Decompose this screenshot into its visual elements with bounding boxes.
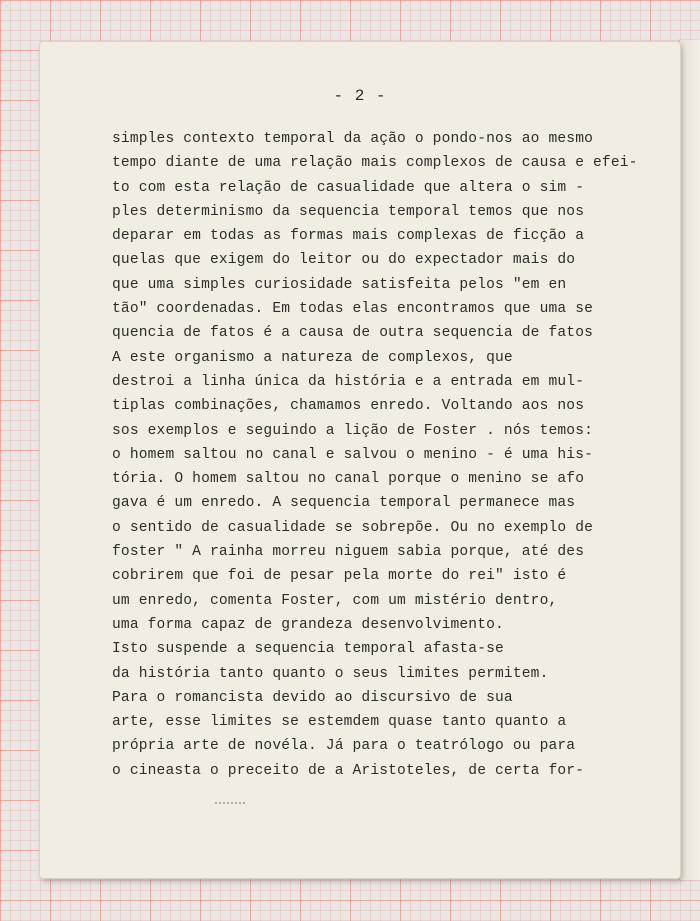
text-line: o cineasta o preceito de a Aristoteles, de certa for- (112, 762, 585, 779)
text-line: tiplas combinações, chamamos enredo. Voltando aos nos (112, 398, 585, 415)
text-line: Para o romancista devido ao discursivo de sua (112, 689, 513, 706)
text-line: arte, esse limites se estemdem quase tanto quanto a (112, 714, 567, 731)
text-line: tempo diante de uma relação mais complexos de causa e efei- (112, 155, 638, 172)
text-line: Isto suspende a sequencia temporal afasta-se (112, 641, 504, 658)
text-line: o sentido de casualidade se sobrepõe. Ou no exemplo de (112, 519, 594, 536)
text-line: deparar em todas as formas mais complexas de ficção a (112, 228, 585, 245)
next-page-edge (680, 40, 700, 880)
text-line: cobrirem que foi de pesar pela morte do rei" isto é (112, 568, 567, 585)
text-line: simples contexto temporal da ação o pondo-nos ao mesmo (112, 131, 594, 147)
text-line: tória. O homem saltou no canal porque o menino se afo (112, 471, 585, 488)
text-line: A este organismo a natureza de complexos, que (112, 349, 513, 366)
text-line: foster " A rainha morreu niguem sabia porque, até des (112, 544, 585, 561)
text-line: quencia de fatos é a causa de outra sequencia de fatos (112, 325, 594, 342)
typewritten-page (40, 42, 680, 878)
text-line: própria arte de novéla. Já para o teatrólogo ou para (112, 738, 576, 755)
page-number: - 2 - (333, 87, 387, 105)
text-line: da história tanto quanto o seus limites permitem. (112, 665, 549, 682)
text-line: o homem saltou no canal e salvou o menino - é uma his- (112, 446, 594, 463)
text-line: um enredo, comenta Foster, com um mistério dentro, (112, 592, 558, 609)
faint-mark (215, 802, 245, 810)
text-line: sos exemplos e seguindo a lição de Foster . nós temos: (112, 422, 594, 439)
text-line: uma forma capaz de grandeza desenvolvimento. (112, 616, 504, 633)
text-line: destroi a linha única da história e a entrada em mul- (112, 373, 585, 390)
text-line: to com esta relação de casualidade que altera o sim - (112, 179, 585, 196)
text-line: ples determinismo da sequencia temporal temos que nos (112, 203, 585, 220)
text-line: que uma simples curiosidade satisfeita pelos "em en (112, 276, 567, 293)
text-line: quelas que exigem do leitor ou do expectador mais do (112, 252, 576, 269)
text-line: gava é um enredo. A sequencia temporal permanece mas (112, 495, 576, 512)
body-text (112, 127, 662, 783)
text-line: tão" coordenadas. Em todas elas encontramos que uma se (112, 301, 594, 318)
